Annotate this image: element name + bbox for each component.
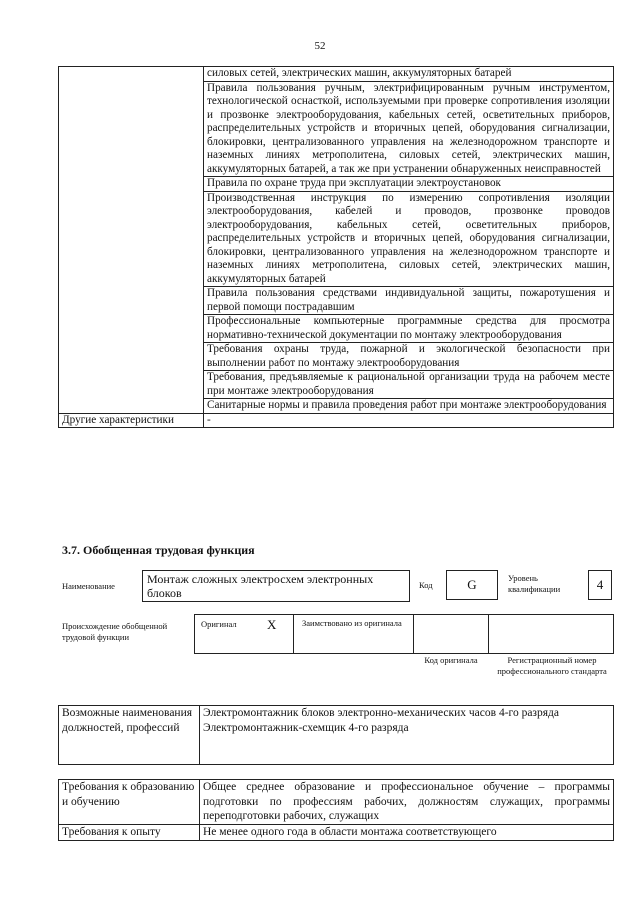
position-item: Электромонтажник-схемщик 4-го разряда bbox=[203, 721, 409, 734]
registration-caption: Регистрационный номер профессионального стандарта bbox=[497, 655, 607, 676]
table-row bbox=[59, 825, 614, 841]
requirements-table bbox=[58, 779, 614, 841]
name-value-box bbox=[142, 570, 410, 602]
table-row bbox=[59, 706, 614, 765]
knowledge-item: Требования, предъявляемые к рациональной организации труда на рабочем месте при монтаже электрооборудования bbox=[204, 371, 614, 399]
code-label: Код bbox=[419, 580, 433, 590]
original-mark: X bbox=[267, 617, 277, 632]
positions-label: Возможные наименования должностей, профессий bbox=[59, 706, 200, 765]
experience-value: Не менее одного года в области монтажа соответствующего bbox=[200, 825, 614, 841]
knowledge-item: Требования охраны труда, пожарной и экологической безопасности при выполнении работ по монтажу электрооборудования bbox=[204, 343, 614, 371]
table-row bbox=[59, 67, 614, 82]
knowledge-item: Правила пользования средствами индивидуальной защиты, пожаротушения и первой помощи пострадавшим bbox=[204, 287, 614, 315]
knowledge-item: Правила пользования ручным, электрифицированным ручным инструментом, технологической оснасткой, используемыми при проверке сопротивления изоляции и прозвонке электрооборудования, кабельных сетей, осветительных приборов, распределительных устройств и вторичных цепей, оборудования сигнализации, блокировки, централизованного управления на железнодорожном транспорте и наземных линиях метрополитена, силовых сетей, электрических машин, аккумуляторных батарей, а так же при устранении обнаруженных неисправностей bbox=[204, 81, 614, 177]
name-value: Монтаж сложных электросхем электронных блоков bbox=[147, 572, 374, 600]
level-label: Уровень квалификации bbox=[508, 573, 561, 594]
position-item: Электромонтажник блоков электронно-механических часов 4-го разряда bbox=[203, 707, 559, 719]
borrowed-label: Заимствовано из оригинала bbox=[302, 618, 402, 628]
knowledge-item: Санитарные нормы и правила проведения работ при монтаже электрооборудования bbox=[204, 399, 614, 414]
page-number: 52 bbox=[314, 40, 326, 52]
knowledge-item: Профессиональные компьютерные программные средства для просмотра нормативно-технической документации по монтажу электрооборудования bbox=[204, 315, 614, 343]
table-row bbox=[59, 780, 614, 825]
education-label: Требования к образованию и обучению bbox=[59, 780, 200, 825]
borrowed-box bbox=[293, 614, 414, 654]
original-label: Оригинал bbox=[201, 619, 237, 629]
knowledge-item: Правила по охране труда при эксплуатации электроустановок bbox=[204, 177, 614, 192]
name-label: Наименование bbox=[62, 581, 115, 591]
positions-table bbox=[58, 705, 614, 765]
experience-label: Требования к опыту bbox=[59, 825, 200, 841]
other-characteristics-value: - bbox=[204, 413, 614, 428]
code-caption: Код оригинала bbox=[424, 655, 478, 665]
section-title: 3.7. Обобщенная трудовая функция bbox=[62, 543, 255, 557]
level-value: 4 bbox=[596, 577, 604, 592]
table-row bbox=[59, 413, 614, 428]
original-box bbox=[194, 614, 294, 654]
level-value-box bbox=[588, 570, 612, 600]
registration-number-box bbox=[488, 614, 614, 654]
other-characteristics-label: Другие характеристики bbox=[59, 413, 204, 428]
original-code-box bbox=[413, 614, 489, 654]
row-label-cell bbox=[59, 67, 204, 414]
knowledge-item: силовых сетей, электрических машин, аккумуляторных батарей bbox=[204, 67, 614, 82]
origin-label: Происхождение обобщенной трудовой функции bbox=[62, 621, 168, 642]
knowledge-item: Производственная инструкция по измерению сопротивления изоляции электрооборудования, кабелей и проводов, прозвонке проводов электрооборудования, кабельных сетей, осветительных приборов, распределительных устройств и вторичных цепей, оборудования сигнализации, блокировки, централизованного управления на железнодорожном транспорте и наземных линиях метрополитена, силовых сетей, электрических машин, аккумуляторных батарей bbox=[204, 191, 614, 287]
education-value: Общее среднее образование и профессиональное обучение – программы подготовки по профессиям рабочих, должностям служащих, программы переподготовки рабочих, служащих bbox=[200, 780, 614, 825]
knowledge-table bbox=[58, 66, 614, 428]
code-value: G bbox=[467, 577, 477, 592]
positions-values bbox=[200, 706, 614, 765]
code-value-box bbox=[446, 570, 498, 600]
